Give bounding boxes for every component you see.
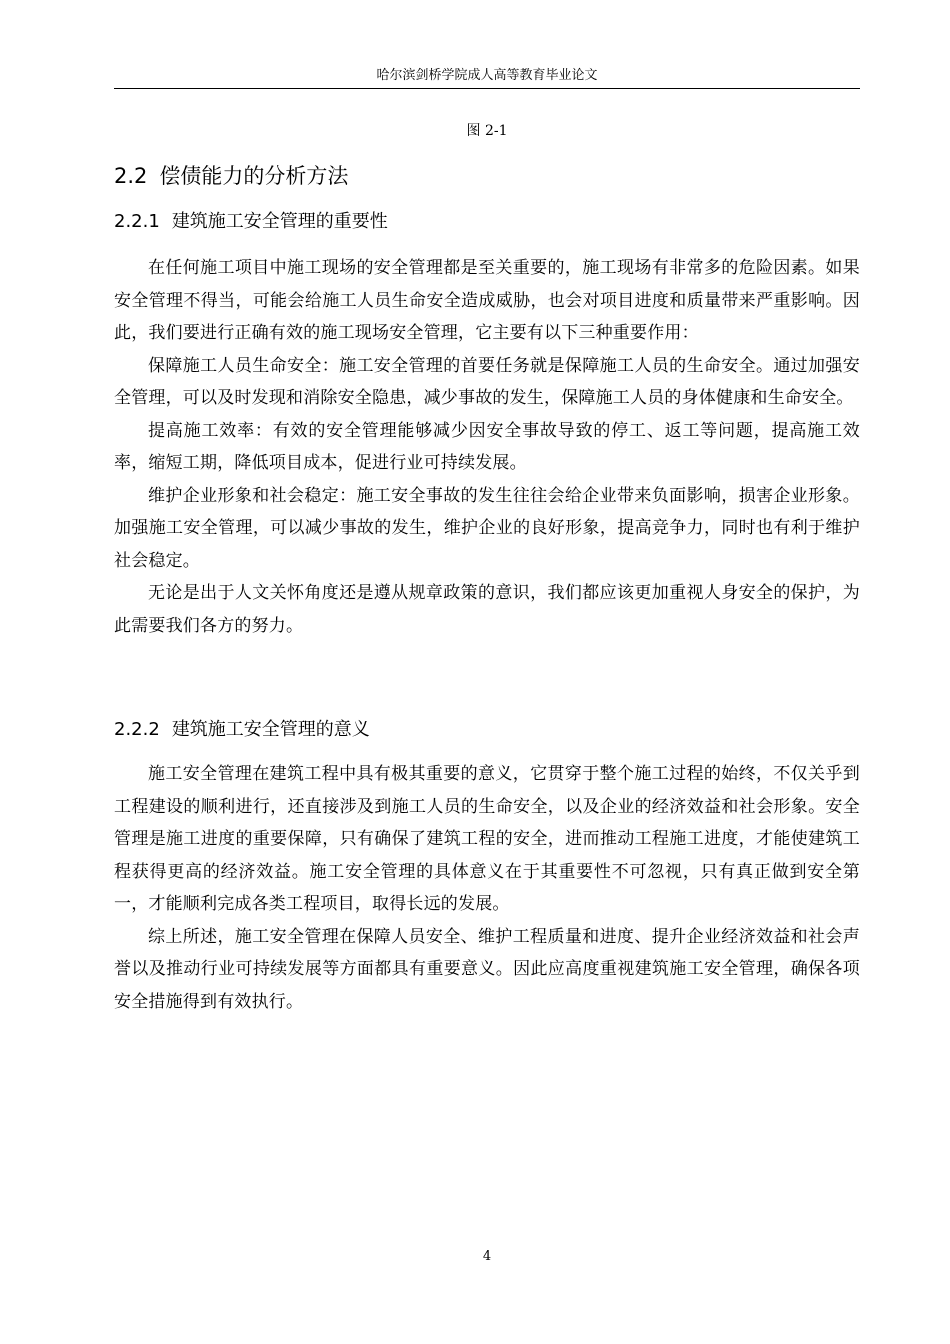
section-2-2-1-body <box>114 252 860 642</box>
section-number: 2.2 <box>114 164 148 188</box>
running-header: 哈尔滨剑桥学院成人高等教育毕业论文 <box>376 68 598 83</box>
section-2-2-2-body <box>114 758 860 1018</box>
paragraph: 施工安全管理在建筑工程中具有极其重要的意义，它贯穿于整个施工过程的始终，不仅关乎到工程建设的顺利进行，还直接涉及到施工人员的生命安全，以及企业的经济效益和社会形象。安全管理是施工进度的重要保障，只有确保了建筑工程的安全，进而推动工程施工进度，才能使建筑工程获得更高的经济效益。施工安全管理的具体意义在于其重要性不可忽视，只有真正做到安全第一，才能顺利完成各类工程项目，取得长远的发展。 <box>114 764 860 914</box>
paragraph: 无论是出于人文关怀角度还是遵从规章政策的意识，我们都应该更加重视人身安全的保护，为此需要我们各方的努力。 <box>114 583 860 636</box>
paragraph: 在任何施工项目中施工现场的安全管理都是至关重要的，施工现场有非常多的危险因素。如果安全管理不得当，可能会给施工人员生命安全造成威胁，也会对项目进度和质量带来严重影响。因此，我们要进行正确有效的施工现场安全管理，它主要有以下三种重要作用： <box>114 258 860 343</box>
header-rule <box>114 88 860 89</box>
section-title: 偿债能力的分析方法 <box>159 164 349 188</box>
subsection-title: 建筑施工安全管理的意义 <box>171 719 370 740</box>
paragraph: 提高施工效率：有效的安全管理能够减少因安全事故导致的停工、返工等问题，提高施工效率，缩短工期，降低项目成本，促进行业可持续发展。 <box>114 420 860 473</box>
subsection-number: 2.2.2 <box>114 719 160 740</box>
section-heading-2-2-1 <box>114 209 388 235</box>
paragraph: 综上所述，施工安全管理在保障人员安全、维护工程质量和进度、提升企业经济效益和社会声誉以及推动行业可持续发展等方面都具有重要意义。因此应高度重视建筑施工安全管理，确保各项安全措施得到有效执行。 <box>114 926 860 1012</box>
paragraph: 维护企业形象和社会稳定：施工安全事故的发生往往会给企业带来负面影响，损害企业形象。加强施工安全管理，可以减少事故的发生，维护企业的良好形象，提高竞争力，同时也有利于维护社会稳定。 <box>114 485 860 571</box>
subsection-number: 2.2.1 <box>114 211 160 232</box>
paragraph: 保障施工人员生命安全：施工安全管理的首要任务就是保障施工人员的生命安全。通过加强安全管理，可以及时发现和消除安全隐患，减少事故的发生，保障施工人员的身体健康和生命安全。 <box>114 355 860 408</box>
section-heading-2-2 <box>114 162 348 190</box>
figure-caption: 图 2-1 <box>466 123 508 139</box>
section-heading-2-2-2 <box>114 717 370 743</box>
subsection-title: 建筑施工安全管理的重要性 <box>171 211 388 232</box>
page-number: 4 <box>482 1249 492 1264</box>
